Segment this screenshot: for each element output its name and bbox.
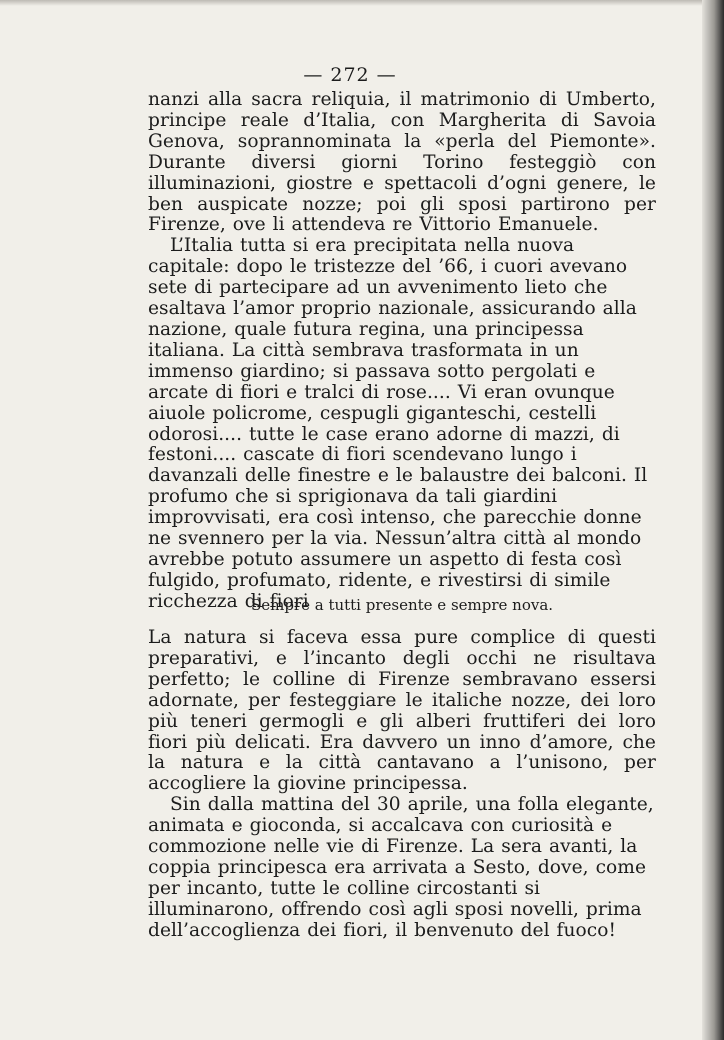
page-top-shadow [0, 0, 724, 6]
page-binding-edge [702, 0, 724, 1040]
paragraph: La natura si faceva essa pure complice di questi preparativi, e l’incanto degli occhi ne risultava perfetto; le colline di Firenze sembravano essersi adornate, per festeggiare le italiche nozze, dei loro più teneri germogli e gli alberi fruttiferi dei loro fiori più delicati. Era davvero un inno d’amore, che la natura e la città cantavano a l’unisono, per accogliere la giovine principessa. [148, 627, 656, 795]
verse-quote: Sempre a tutti presente e sempre nova. [250, 596, 554, 614]
page-number: — 272 — [303, 64, 397, 86]
body-text-section-1 [148, 90, 656, 613]
paragraph: L’Italia tutta si era precipitata nella nuova capitale: dopo le tristezze del ’66, i cuori avevano sete di partecipare ad un avvenimento lieto che esaltava l’amor proprio nazionale, assicurando alla nazione, quale futura regina, una principessa italiana. La città sembrava trasformata in un immenso giardino; si passava sotto pergolati e arcate di fiori e tralci di rose.... Vi eran ovunque aiuole policrome, cespugli giganteschi, cestelli odorosi.... tutte le case erano adorne di mazzi, di festoni.... cascate di fiori scendevano lungo i davanzali delle finestre e le balaustre dei balconi. Il profumo che si sprigionava da tali giardini improvvisati, era così intenso, che parecchie donne ne svennero per la via. Nessun’altra città al mondo avrebbe potuto assumere un aspetto di festa così fulgido, profumato, ridente, e rivestirsi di simile ricchezza di fiori [148, 235, 648, 612]
paragraph: nanzi alla sacra reliquia, il matrimonio di Umberto, principe reale d’Italia, con Margherita di Savoia Genova, soprannominata la «perla del Piemonte». Durante diversi giorni Torino festeggiò con illuminazioni, giostre e spettacoli d’ogni genere, le ben auspicate nozze; poi gli sposi partirono per Firenze, ove li attendeva re Vittorio Emanuele. [148, 89, 656, 236]
body-text-section-2 [148, 628, 656, 942]
paragraph: Sin dalla mattina del 30 aprile, una folla elegante, animata e gioconda, si accalcava con curiosità e commozione nelle vie di Firenze. La sera avanti, la coppia principesca era arrivata a Sesto, dove, come per incanto, tutte le colline circostanti si illuminarono, offrendo così agli sposi novelli, prima dell’accoglienza dei fiori, il benvenuto del fuoco! [148, 794, 654, 941]
